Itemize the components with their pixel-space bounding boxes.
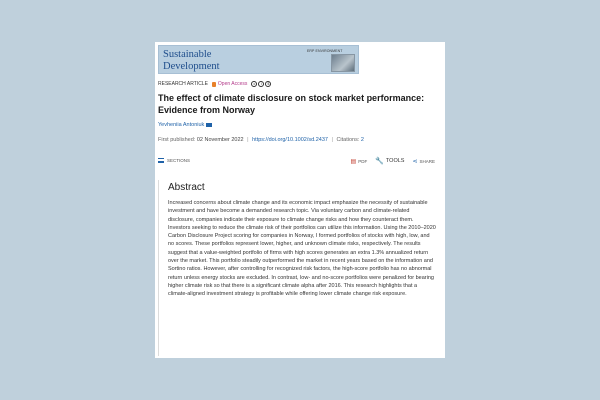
pdf-label: PDF	[358, 158, 368, 164]
doi-link[interactable]: https://doi.org/10.1002/sd.2437	[252, 137, 328, 143]
sections-button[interactable]	[158, 158, 190, 163]
separator: |	[331, 137, 333, 143]
list-icon	[158, 158, 164, 163]
cc-by-icon[interactable]: i	[258, 81, 264, 87]
published-date: 02 November 2022	[196, 137, 244, 143]
publication-info	[158, 137, 364, 143]
journal-cover-image	[331, 54, 355, 72]
article-type: RESEARCH ARTICLE	[158, 81, 208, 87]
pdf-button[interactable]	[351, 158, 368, 165]
separator: |	[247, 137, 249, 143]
article-toolbar	[158, 156, 441, 168]
share-icon: ⋖	[412, 158, 418, 165]
author-name[interactable]: Yevheniia Antoniuk	[158, 122, 205, 128]
cc-license-icon[interactable]: c	[251, 81, 257, 87]
article-card	[155, 42, 445, 358]
abstract-body: Increased concerns about climate change and its economic impact emphasize the necessity of sustainable investment and have become a demanded research topic. Via voluntary carbon and climate-related disclosure, companies indicate their exposure to climate change risks and how they counteract them. Investors seeking to reduce the climate risk of their portfolios can utilize this information. Using the 2010–2020 Carbon Disclosure Project scoring for companies in Norway, I formed portfolios of stocks with high, low, and no scores. These portfolios represent lower, higher, and unknown climate risks, respectively. The results suggest that a value-weighted portfolio of firms with high scores generates an extra 1.3% annualized return over the market. This portfolio steadily outperformed the market in recent years based on the information and Sortino ratios. However, after controlling for recognized risk factors, the high-score portfolio has no abnormal return unless energy stocks are excluded. In contrast, low- and no-score portfolios were penalized for bearing higher climate risk so that there is a significant climate alpha after 2016. This research highlights that a climate-aligned investment strategy is profitable while offering lower climate change risk exposure.	[168, 200, 436, 298]
citations-label: Citations:	[336, 137, 360, 143]
share-button[interactable]	[412, 158, 435, 165]
wrench-icon: 🔧	[375, 158, 384, 165]
abstract-heading: Abstract	[168, 182, 205, 193]
open-access-label[interactable]: Open Access	[217, 81, 248, 87]
article-meta-row	[158, 81, 272, 87]
pdf-icon: ▤	[350, 158, 357, 165]
email-icon[interactable]	[206, 123, 212, 127]
journal-title-line2: Development	[163, 61, 220, 72]
share-label: SHARE	[419, 158, 435, 164]
journal-banner[interactable]	[158, 45, 359, 74]
article-title: The effect of climate disclosure on stock market performance: Evidence from Norway	[158, 93, 425, 115]
tools-label: TOOLS	[385, 158, 405, 164]
sections-label: SECTIONS	[167, 158, 191, 163]
open-access-lock-icon	[212, 82, 216, 87]
citations-count-link[interactable]: 2	[360, 137, 364, 143]
author-link[interactable]	[158, 122, 212, 128]
published-label: First published:	[158, 137, 196, 143]
tools-button[interactable]	[375, 157, 404, 165]
abstract-section	[158, 180, 441, 356]
publisher-tag: ERP ENVIRONMENT	[307, 49, 343, 53]
cc-nc-icon[interactable]: $	[265, 81, 271, 87]
journal-title-line1: Sustainable	[163, 49, 212, 60]
